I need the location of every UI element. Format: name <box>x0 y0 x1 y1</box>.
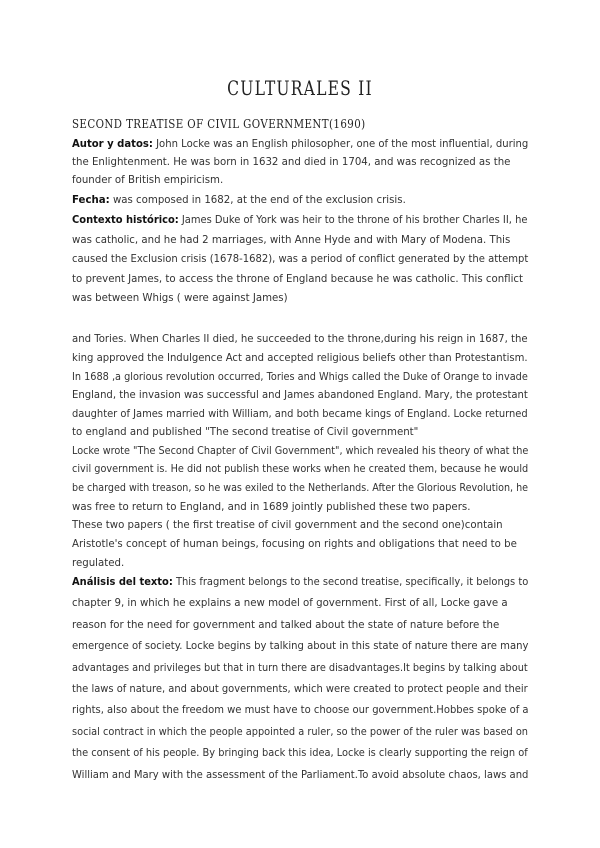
text-line: regulated. <box>72 558 125 569</box>
text-line: civil government is. He did not publish these works when he created them, because he would <box>72 464 529 475</box>
text-line: daughter of James married with William, and both became kings of England. Locke returned <box>72 409 528 420</box>
text-line: caused the Exclusion crisis (1678-1682), was a period of conflict generated by the attempt <box>72 254 529 265</box>
text-line: Análisis del texto: This fragment belongs to the second treatise, specifically, it belongs to <box>72 577 529 588</box>
text-line: rights, also about the freedom we must have to choose our government.Hobbes spoke of a <box>72 705 529 716</box>
text-line: advantages and privileges but that in turn there are disadvantages.It begins by talking about <box>72 663 528 674</box>
label-fecha: Fecha: <box>72 195 110 206</box>
text-line: to england and published "The second treatise of Civil government" <box>72 427 419 438</box>
text-line: chapter 9, in which he explains a new model of government. First of all, Locke gave a <box>72 598 508 609</box>
label-analisis: Análisis del texto: <box>72 577 173 588</box>
text-line: be charged with treason, so he was exiled to the Netherlands. After the Glorious Revolution, he <box>72 483 529 494</box>
text-line: William and Mary with the assessment of the Parliament.To avoid absolute chaos, laws and <box>72 770 529 781</box>
text-line: Contexto histórico: James Duke of York was heir to the throne of his brother Charles II, he <box>72 215 528 226</box>
page-title: CULTURALES II <box>227 76 373 100</box>
text-line: Aristotle's concept of human beings, focusing on rights and obligations that need to be <box>72 539 517 550</box>
text-line: emergence of society. Locke begins by talking about in this state of nature there are many <box>72 641 529 652</box>
label-autor: Autor y datos: <box>72 139 153 150</box>
text-line: social contract in which the people appointed a ruler, so the power of the ruler was based on <box>72 727 529 738</box>
text-line: was free to return to England, and in 1689 jointly published these two papers. <box>72 502 471 513</box>
text-line: Autor y datos: John Locke was an English philosopher, one of the most influential, during <box>72 139 529 150</box>
text-line: England, the invasion was successful and James abandoned England. Mary, the protestant <box>72 390 528 401</box>
text-line: and Tories. When Charles II died, he succeeded to the throne,during his reign in 1687, the <box>72 334 528 345</box>
text-line: the Enlightenment. He was born in 1632 and died in 1704, and was recognized as the <box>72 157 511 168</box>
text-line: was between Whigs ( were against James) <box>72 293 288 304</box>
text-line: founder of British empiricism. <box>72 175 224 186</box>
text-line: king approved the Indulgence Act and accepted religious beliefs other than Protestantism. <box>72 353 528 364</box>
text-line: was catholic, and he had 2 marriages, with Anne Hyde and with Mary of Modena. This <box>72 235 511 246</box>
text-line: the laws of nature, and about governments, which were created to protect people and their <box>72 684 528 695</box>
text-line: Locke wrote "The Second Chapter of Civil Government", which revealed his theory of what the <box>72 446 529 457</box>
text-line: Fecha: was composed in 1682, at the end of the exclusion crisis. <box>72 195 406 206</box>
text-line: These two papers ( the first treatise of civil government and the second one)contain <box>72 520 503 531</box>
label-contexto: Contexto histórico: <box>72 215 179 226</box>
text-line: reason for the need for government and talked about the state of nature before the <box>72 620 500 631</box>
text-line: In 1688 ,a glorious revolution occurred, Tories and Whigs called the Duke of Orange to invade <box>72 372 528 383</box>
text-line: to prevent James, to access the throne of England because he was catholic. This conflict <box>72 274 524 285</box>
section-subtitle: SECOND TREATISE OF CIVIL GOVERNMENT(1690) <box>72 116 366 131</box>
text-line: the consent of his people. By bringing back this idea, Locke is clearly supporting the reign of <box>72 748 528 759</box>
